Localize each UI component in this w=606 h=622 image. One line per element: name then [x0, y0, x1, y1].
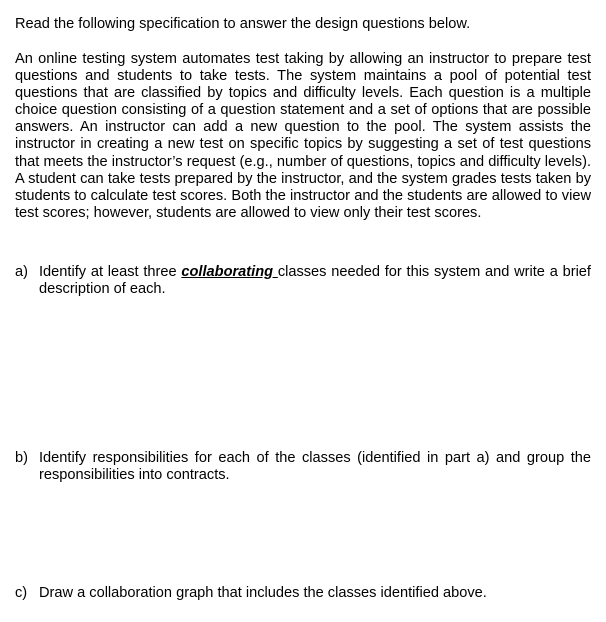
intro-instruction: Read the following specification to answer the design questions below.: [15, 16, 471, 32]
question-c-label: c): [15, 585, 28, 601]
question-a-emphasis: collaborating: [181, 264, 278, 280]
question-b-text: Identify responsibilities for each of the classes (identified in part a) and group the responsibilities into contracts.: [39, 450, 591, 483]
question-a: [15, 264, 591, 298]
question-a-text-end: classes needed for this system and write a brief description of each.: [39, 264, 591, 297]
question-a-text-start: Identify at least three: [39, 264, 182, 280]
system-specification: An online testing system automates test taking by allowing an instructor to prepare test questions and students to take tests. The system maintains a pool of potential test questions that are classified by topics and difficulty levels. Each question is a multiple choice question consisting of a question statement and a set of options that are possible answers. An instructor can add a new question to the pool. The system assists the instructor in creating a new test on specific topics by suggesting a set of test questions that meets the instructor’s request (e.g., number of questions, topics and difficulty levels). A student can take tests prepared by the instructor, and the system grades tests taken by students to calculate test scores. Both the instructor and the students are allowed to view test scores; however, students are allowed to view only their test scores.: [15, 51, 591, 221]
question-a-text: [39, 264, 591, 298]
question-c: [15, 585, 591, 602]
question-b: [15, 450, 591, 484]
question-a-label: a): [15, 264, 28, 280]
question-b-label: b): [15, 450, 28, 466]
question-c-text: Draw a collaboration graph that includes the classes identified above.: [39, 585, 487, 601]
